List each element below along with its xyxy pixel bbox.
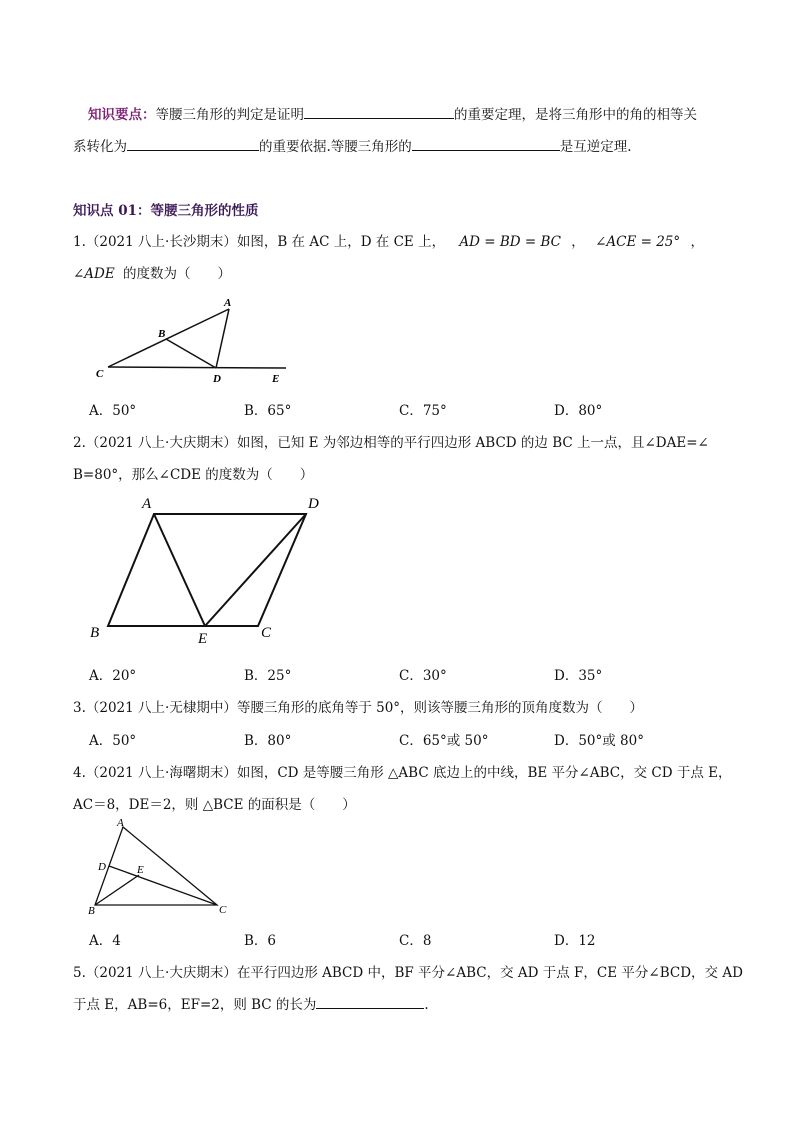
knowledge-line-1 xyxy=(88,103,697,123)
knowledge-text-1a: 等腰三角形的判定是证明 xyxy=(155,107,304,123)
question-4-option-d[interactable]: D．12 xyxy=(554,933,596,949)
question-2-figure xyxy=(88,490,328,650)
question-4-stem-line-1: 4.（2021 八上·海曙期末）如图，CD 是等腰三角形 △ABC 底边上的中线，BE 平分∠ABC，交 CD 于点 E， xyxy=(73,765,732,781)
section-title: 知识点 01：等腰三角形的性质 xyxy=(73,203,259,219)
question-4-figure xyxy=(85,817,245,922)
question-4-option-a[interactable]: A．4 xyxy=(89,933,121,949)
figure-2-label-e: E xyxy=(198,631,208,647)
question-4-option-c[interactable]: C．8 xyxy=(399,933,432,949)
question-1-stem-2: 的度数为（ ） xyxy=(118,266,232,282)
answer-blank-3[interactable] xyxy=(412,136,560,151)
question-1-figure xyxy=(90,295,300,390)
question-5-end: . xyxy=(424,997,429,1013)
question-4-stem-line-2: AC＝8，DE＝2，则 △BCE 的面积是（ ） xyxy=(73,797,356,813)
question-5-stem-line-1: 5.（2021 八上·大庆期末）在平行四边形 ABCD 中，BF 平分∠ABC，交 AD 于点 F，CE 平分∠BCD，交 AD xyxy=(73,965,743,981)
question-1-option-b[interactable]: B．65° xyxy=(244,403,292,419)
question-4-option-b[interactable]: B．6 xyxy=(244,933,277,949)
figure-4-label-b: B xyxy=(88,905,95,917)
answer-blank-2[interactable] xyxy=(127,136,259,151)
question-3-stem: 3.（2021 八上·无棣期中）等腰三角形的底角等于 50°，则该等腰三角形的顶角度数为（ ） xyxy=(73,700,644,716)
question-1-stem: 1.（2021 八上·长沙期末）如图，B 在 AC 上，D 在 CE 上， xyxy=(73,234,446,250)
figure-4-label-a: A xyxy=(117,817,124,829)
question-1-math-1: AD = BD = BC xyxy=(459,234,561,250)
question-2-option-b[interactable]: B．25° xyxy=(244,668,292,684)
question-1-option-d[interactable]: D．80° xyxy=(554,403,603,419)
figure-2-label-b: B xyxy=(90,625,100,641)
question-1-math-2: ∠ACE = 25° xyxy=(595,234,681,250)
question-3-option-a[interactable]: A．50° xyxy=(89,733,137,749)
question-5-stem-2: 于点 E，AB=6，EF=2，则 BC 的长为 xyxy=(73,997,317,1013)
question-2-option-a[interactable]: A．20° xyxy=(89,668,137,684)
question-3-option-c[interactable]: C．65°或 50° xyxy=(399,733,489,749)
question-1-end: ， xyxy=(690,234,704,250)
question-2-stem-line-1: 2.（2021 八上·大庆期末）如图，已知 E 为邻边相等的平行四边形 ABCD 的边 BC 上一点，且∠DAE=∠ xyxy=(73,435,709,451)
figure-2-label-a: A xyxy=(142,496,152,512)
figure-1-label-d: D xyxy=(213,373,221,385)
question-3-option-d[interactable]: D．50°或 80° xyxy=(554,733,644,749)
knowledge-text-2b: 的重要依据.等腰三角形的 xyxy=(259,139,412,155)
figure-4-label-d: D xyxy=(98,861,106,873)
question-1-option-a[interactable]: A．50° xyxy=(89,403,137,419)
knowledge-text-2a: 系转化为 xyxy=(73,139,127,155)
question-1-stem-line-2 xyxy=(73,262,231,282)
figure-1-label-b: B xyxy=(158,328,166,340)
figure-2-label-d: D xyxy=(308,496,319,512)
figure-1-label-c: C xyxy=(96,368,104,380)
question-1-stem-line-1 xyxy=(73,230,704,250)
figure-4-label-c: C xyxy=(219,904,227,916)
knowledge-line-2 xyxy=(73,135,632,155)
figure-1-label-e: E xyxy=(272,373,280,385)
question-1-sep: ， xyxy=(571,234,585,250)
question-2-option-d[interactable]: D．35° xyxy=(554,668,603,684)
question-1-option-c[interactable]: C．75° xyxy=(399,403,447,419)
question-2-option-c[interactable]: C．30° xyxy=(399,668,447,684)
question-1-math-3: ∠ADE xyxy=(73,266,115,282)
knowledge-text-1b: 的重要定理，是将三角形中的角的相等关 xyxy=(454,107,697,123)
question-2-stem-line-2: B=80°，那么∠CDE 的度数为（ ） xyxy=(73,467,314,483)
figure-4-label-e: E xyxy=(137,864,144,876)
figure-2-label-c: C xyxy=(261,625,272,641)
question-5-answer-blank[interactable] xyxy=(316,994,424,1009)
knowledge-label: 知识要点： xyxy=(88,107,156,123)
knowledge-text-2c: 是互逆定理. xyxy=(559,139,632,155)
question-5-stem-line-2 xyxy=(73,993,429,1013)
answer-blank-1[interactable] xyxy=(304,104,454,119)
figure-1-label-a: A xyxy=(224,297,232,309)
question-3-option-b[interactable]: B．80° xyxy=(244,733,292,749)
